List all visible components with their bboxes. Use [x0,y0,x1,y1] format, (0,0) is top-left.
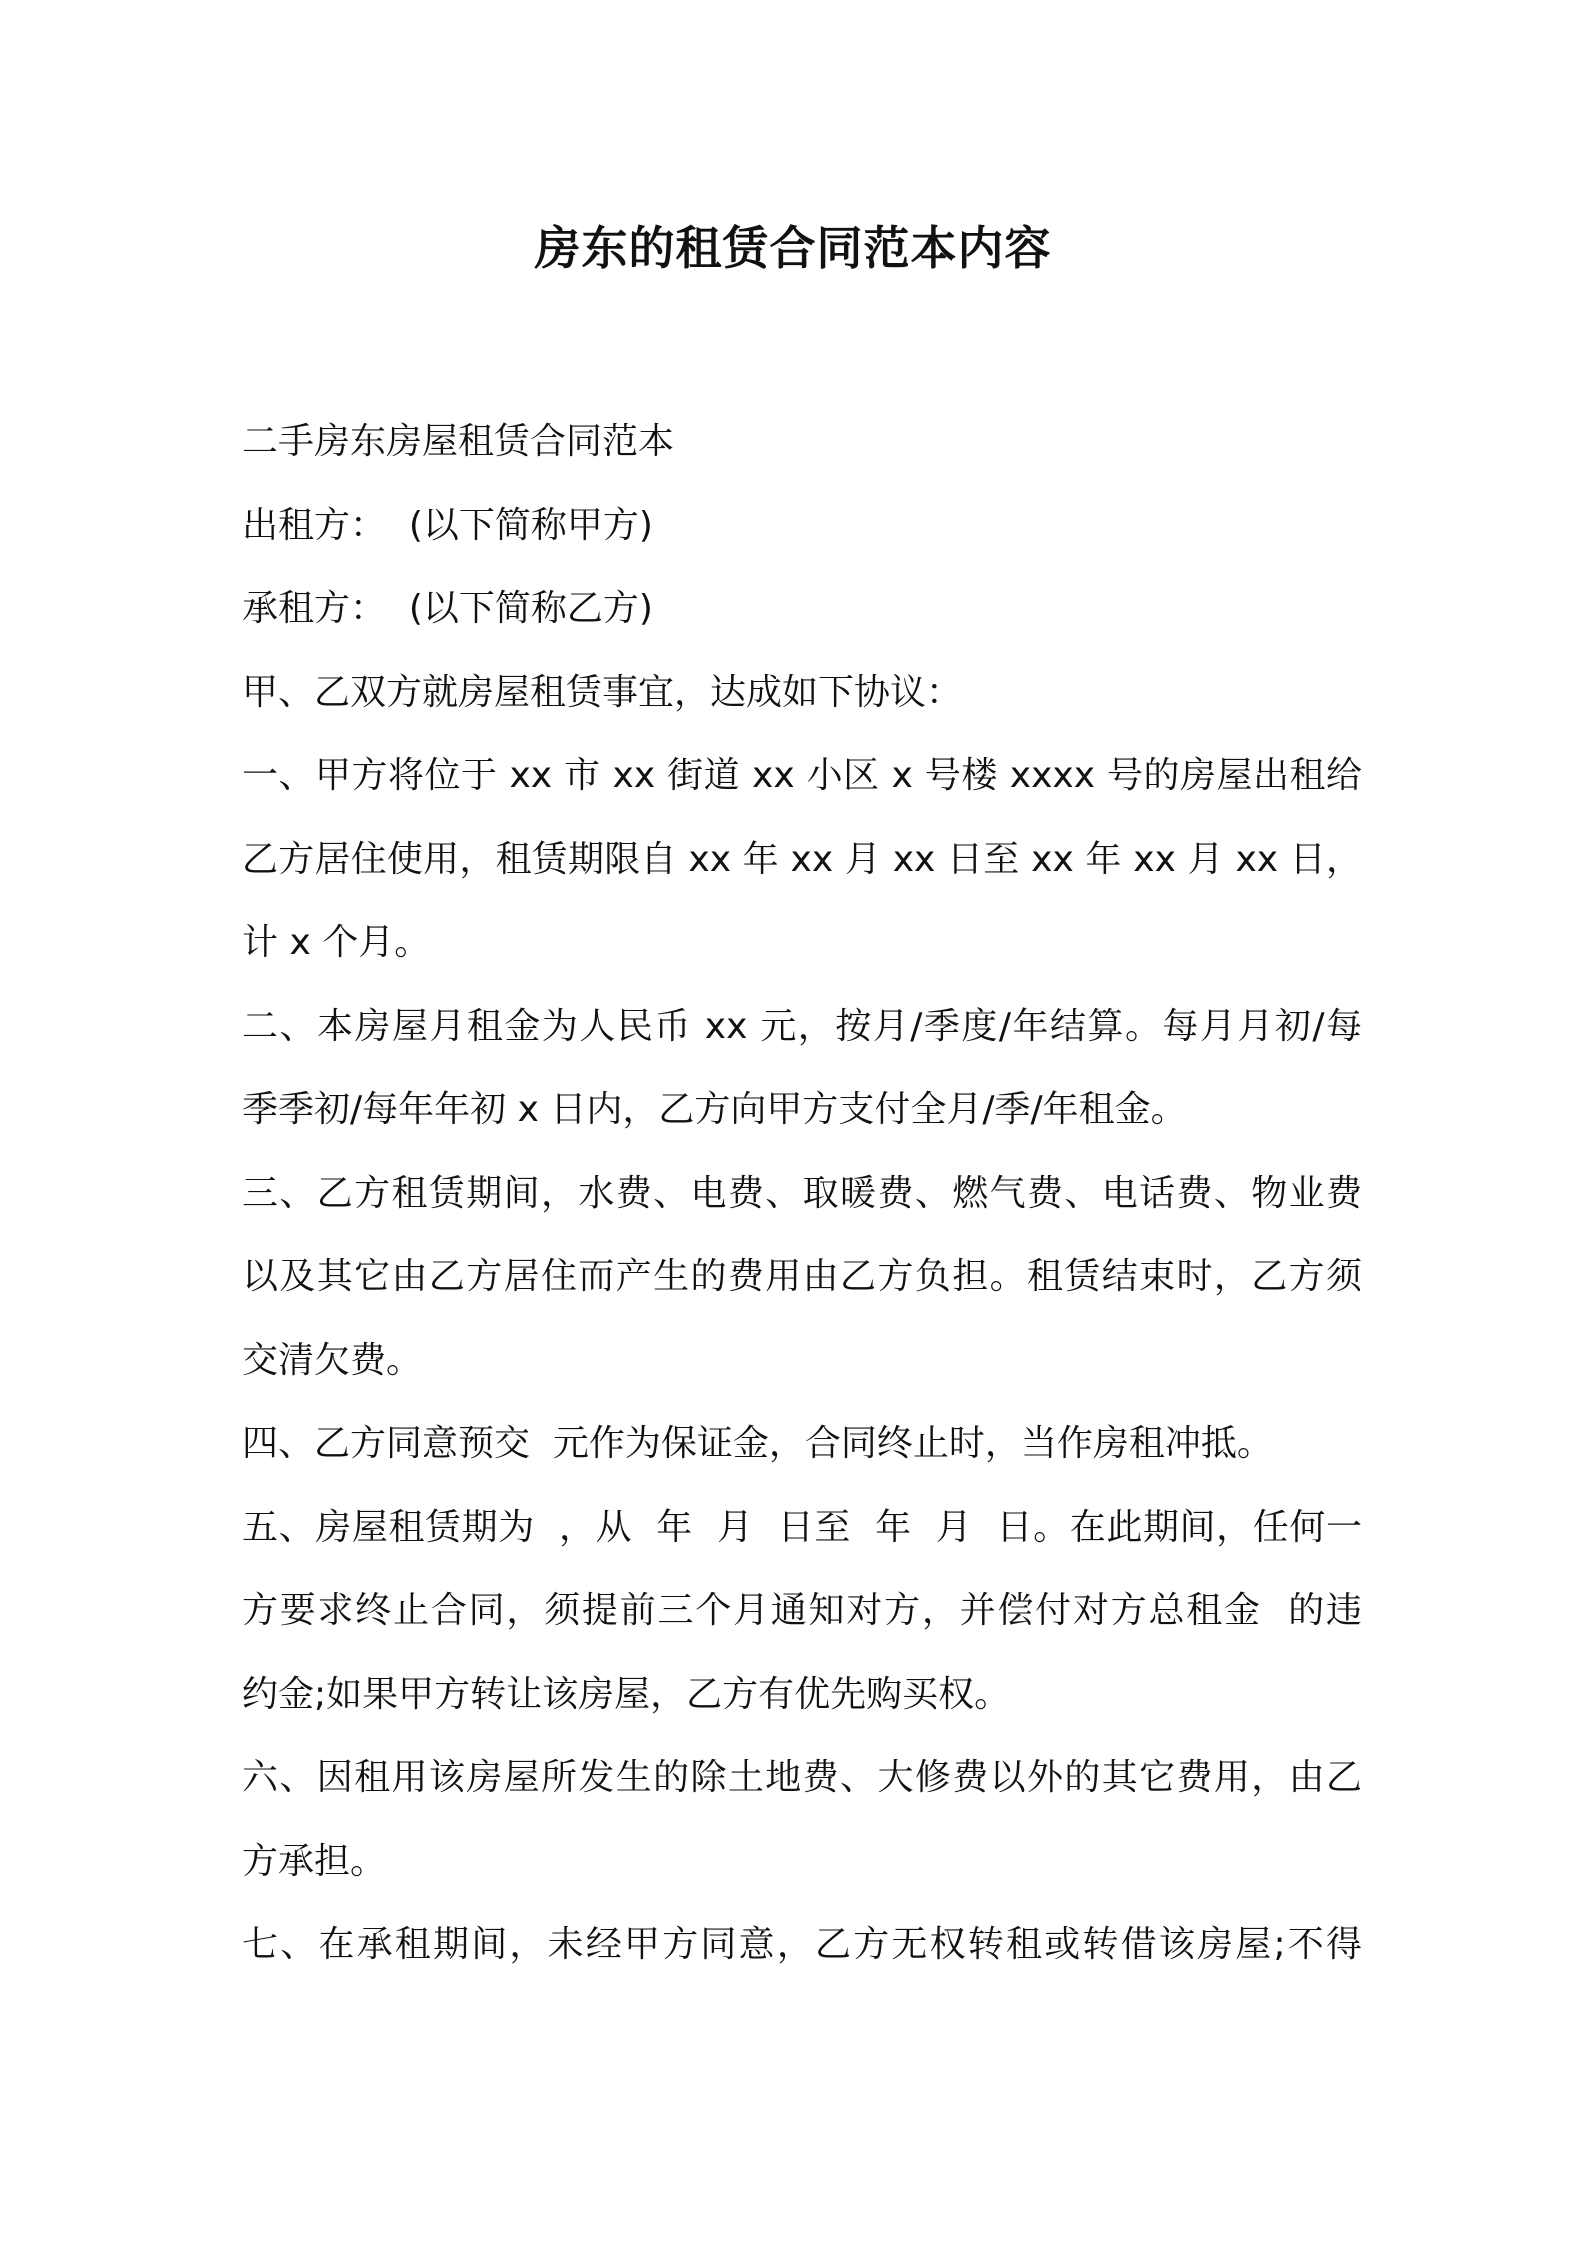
text-line: 一、甲方将位于 xx 市 xx 街道 xx 小区 x 号楼 xxxx 号的房屋出租给 [242,755,1362,796]
text-line: 季季初/每年年初 x 日内，乙方向甲方支付全月/季/年租金。 [242,1089,1187,1130]
text-line: 方承担。 [242,1840,387,1882]
text-line: 三、乙方租赁期间，水费、电费、取暖费、燃气费、电话费、物业费 [242,1172,1362,1214]
text-line: 甲、乙双方就房屋租赁事宜，达成如下协议： [242,671,963,713]
text-line: 乙方居住使用，租赁期限自 xx 年 xx 月 xx 日至 xx 年 xx 月 xx 日， [242,838,1362,880]
text-line: 计 x 个月。 [242,922,431,963]
text-line: 六、因租用该房屋所发生的除土地费、大修费以外的其它费用，由乙 [242,1757,1362,1798]
text-line: 四、乙方同意预交 元作为保证金，合同终止时，当作房租冲抵。 [242,1423,1273,1464]
text-line: 二、本房屋月租金为人民币 xx 元，按月/季度/年结算。每月月初/每 [242,1005,1362,1047]
text-line: 七、在承租期间，未经甲方同意，乙方无权转租或转借该房屋;不得 [242,1924,1362,1965]
text-line: 出租方： (以下简称甲方) [242,504,653,546]
text-line: 五、房屋租赁期为 ，从 年 月 日至 年 月 日。在此期间，任何一 [242,1506,1362,1548]
text-line: 承租方： (以下简称乙方) [242,588,653,629]
text-line: 约金;如果甲方转让该房屋，乙方有优先购买权。 [242,1673,1011,1715]
document-body [242,400,1362,1987]
text-line: 以及其它由乙方居住而产生的费用由乙方负担。租赁结束时，乙方须 [242,1256,1362,1297]
document-title: 房东的租赁合同范本内容 [534,221,1052,275]
text-line: 交清欠费。 [242,1339,423,1381]
text-line: 方要求终止合同，须提前三个月通知对方，并偿付对方总租金 的违 [242,1590,1362,1631]
text-line: 二手房东房屋租赁合同范本 [242,421,675,462]
